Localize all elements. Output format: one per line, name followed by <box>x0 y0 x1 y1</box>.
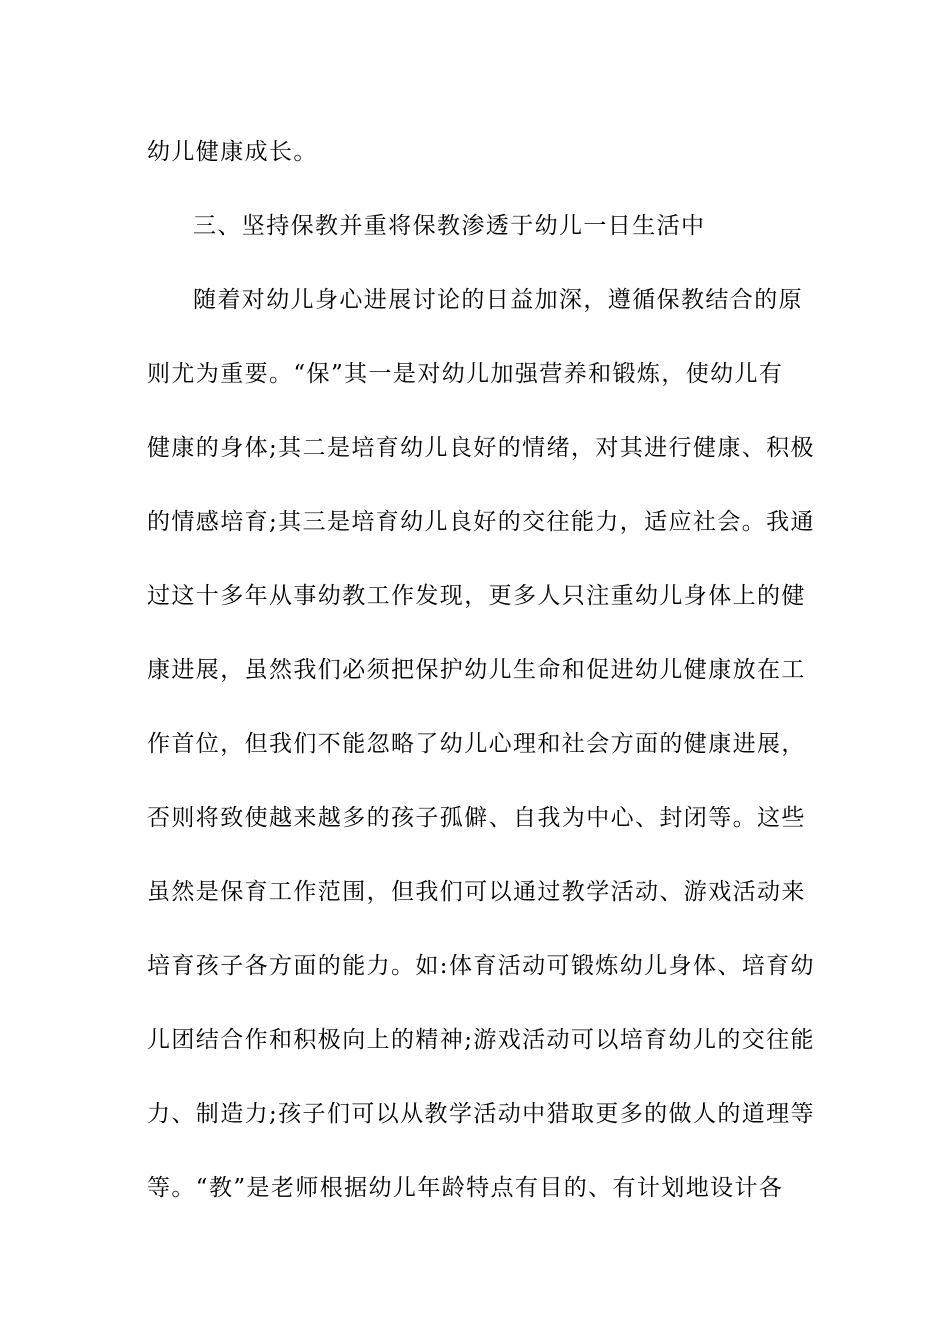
text-line: 幼儿健康成长。 <box>147 139 318 165</box>
text-line: 随着对幼儿身心进展讨论的日益加深，遵循保教结合的原 <box>193 287 803 313</box>
text-line: 作首位，但我们不能忽略了幼儿心理和社会方面的健康进展， <box>147 731 806 757</box>
text-line: 健康的身体;其二是培育幼儿良好的情绪，对其进行健康、积极 <box>147 435 815 461</box>
text-line: 过这十多年从事幼教工作发现，更多人只注重幼儿身体上的健 <box>147 583 806 609</box>
text-line: 虽然是保育工作范围，但我们可以通过教学活动、游戏活动来 <box>147 879 806 905</box>
section-heading: 三、坚持保教并重将保教渗透于幼儿一日生活中 <box>193 213 706 239</box>
text-line: 等。“教”是老师根据幼儿年龄特点有目的、有计划地设计各 <box>147 1175 784 1201</box>
text-line: 康进展，虽然我们必须把保护幼儿生命和促进幼儿健康放在工 <box>147 657 806 683</box>
text-line: 的情感培育;其三是培育幼儿良好的交往能力，适应社会。我通 <box>147 509 815 535</box>
text-line: 儿团结合作和积极向上的精神;游戏活动可以培育幼儿的交往能 <box>147 1027 815 1053</box>
text-line: 则尤为重要。“保”其一是对幼儿加强营养和锻炼，使幼儿有 <box>147 361 784 387</box>
text-line: 力、制造力;孩子们可以从教学活动中猎取更多的做人的道理等 <box>147 1101 815 1127</box>
text-line: 否则将致使越来越多的孩子孤僻、自我为中心、封闭等。这些 <box>147 805 806 831</box>
text-line: 培育孩子各方面的能力。如:体育活动可锻炼幼儿身体、培育幼 <box>147 953 815 979</box>
